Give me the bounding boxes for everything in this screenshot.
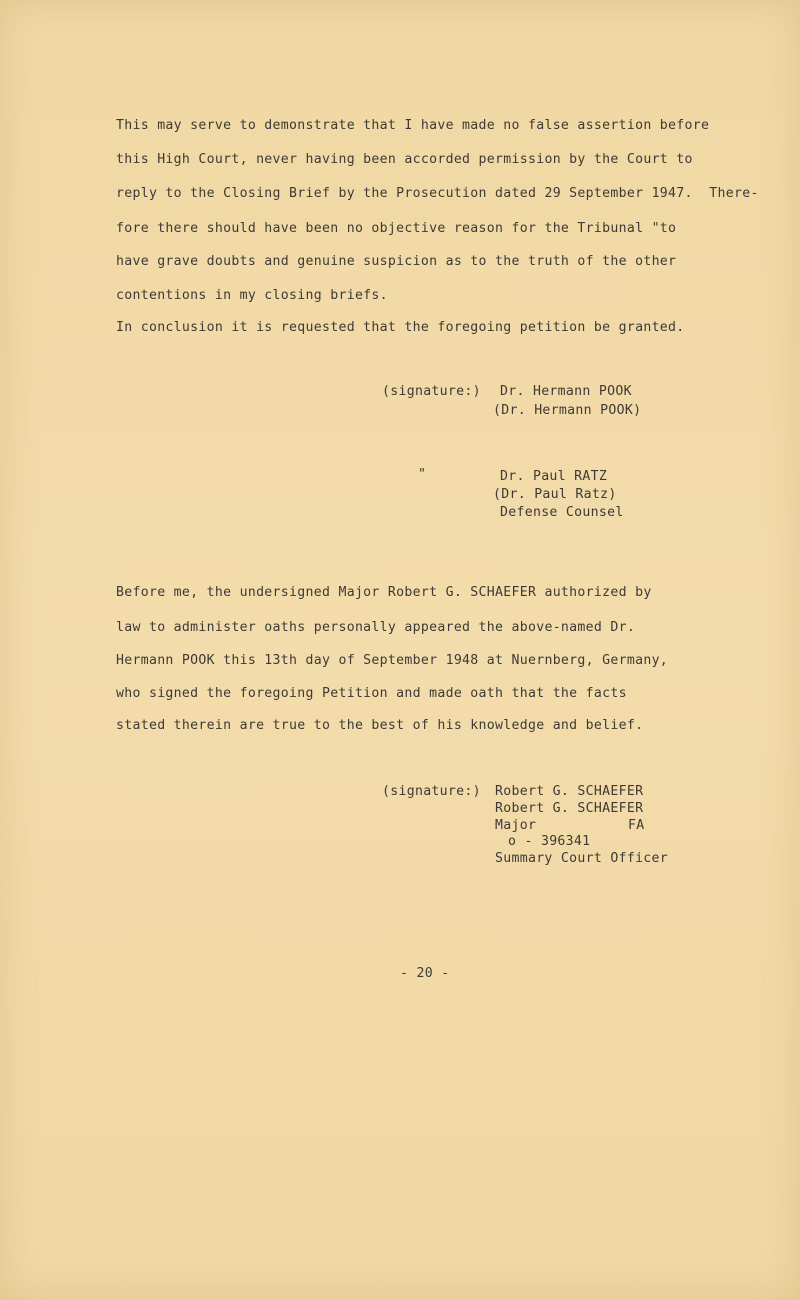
- text-line: this High Court, never having been accorded permission by the Court to: [116, 152, 693, 167]
- signer-rank: Major: [495, 818, 537, 833]
- text-line: reply to the Closing Brief by the Prosecution dated 29 September 1947. There-: [116, 186, 759, 201]
- text-line: Hermann POOK this 13th day of September 1948 at Nuernberg, Germany,: [116, 653, 669, 668]
- signer-name-typed: (Dr. Hermann POOK): [493, 403, 642, 418]
- signer-office: Summary Court Officer: [495, 851, 669, 866]
- text-line: have grave doubts and genuine suspicion as to the truth of the other: [116, 254, 677, 269]
- text-line: who signed the foregoing Petition and made oath that the facts: [116, 686, 627, 701]
- text-line: Before me, the undersigned Major Robert G. SCHAEFER authorized by: [116, 585, 652, 600]
- text-line: contentions in my closing briefs.: [116, 288, 388, 303]
- signer-name: Robert G. SCHAEFER: [495, 784, 644, 799]
- signer-name-typed: (Dr. Paul Ratz): [493, 487, 617, 502]
- signature-label: (signature:): [382, 384, 481, 399]
- signer-name: Dr. Paul RATZ: [500, 469, 608, 484]
- page-number: - 20 -: [400, 966, 450, 981]
- signer-name-typed: Robert G. SCHAEFER: [495, 801, 644, 816]
- text-line: fore there should have been no objective reason for the Tribunal "to: [116, 221, 677, 236]
- signer-name: Dr. Hermann POOK: [500, 384, 632, 399]
- signature-label: (signature:): [382, 784, 481, 799]
- text-line: law to administer oaths personally appeared the above-named Dr.: [116, 620, 636, 635]
- ditto-mark: ": [418, 467, 427, 482]
- signer-serial: o - 396341: [508, 834, 591, 849]
- text-line: This may serve to demonstrate that I have made no false assertion before: [116, 118, 710, 133]
- signer-title: Defense Counsel: [500, 505, 624, 520]
- text-line: In conclusion it is requested that the foregoing petition be granted.: [116, 320, 685, 335]
- text-line: stated therein are true to the best of his knowledge and belief.: [116, 718, 644, 733]
- signer-branch: FA: [628, 818, 645, 833]
